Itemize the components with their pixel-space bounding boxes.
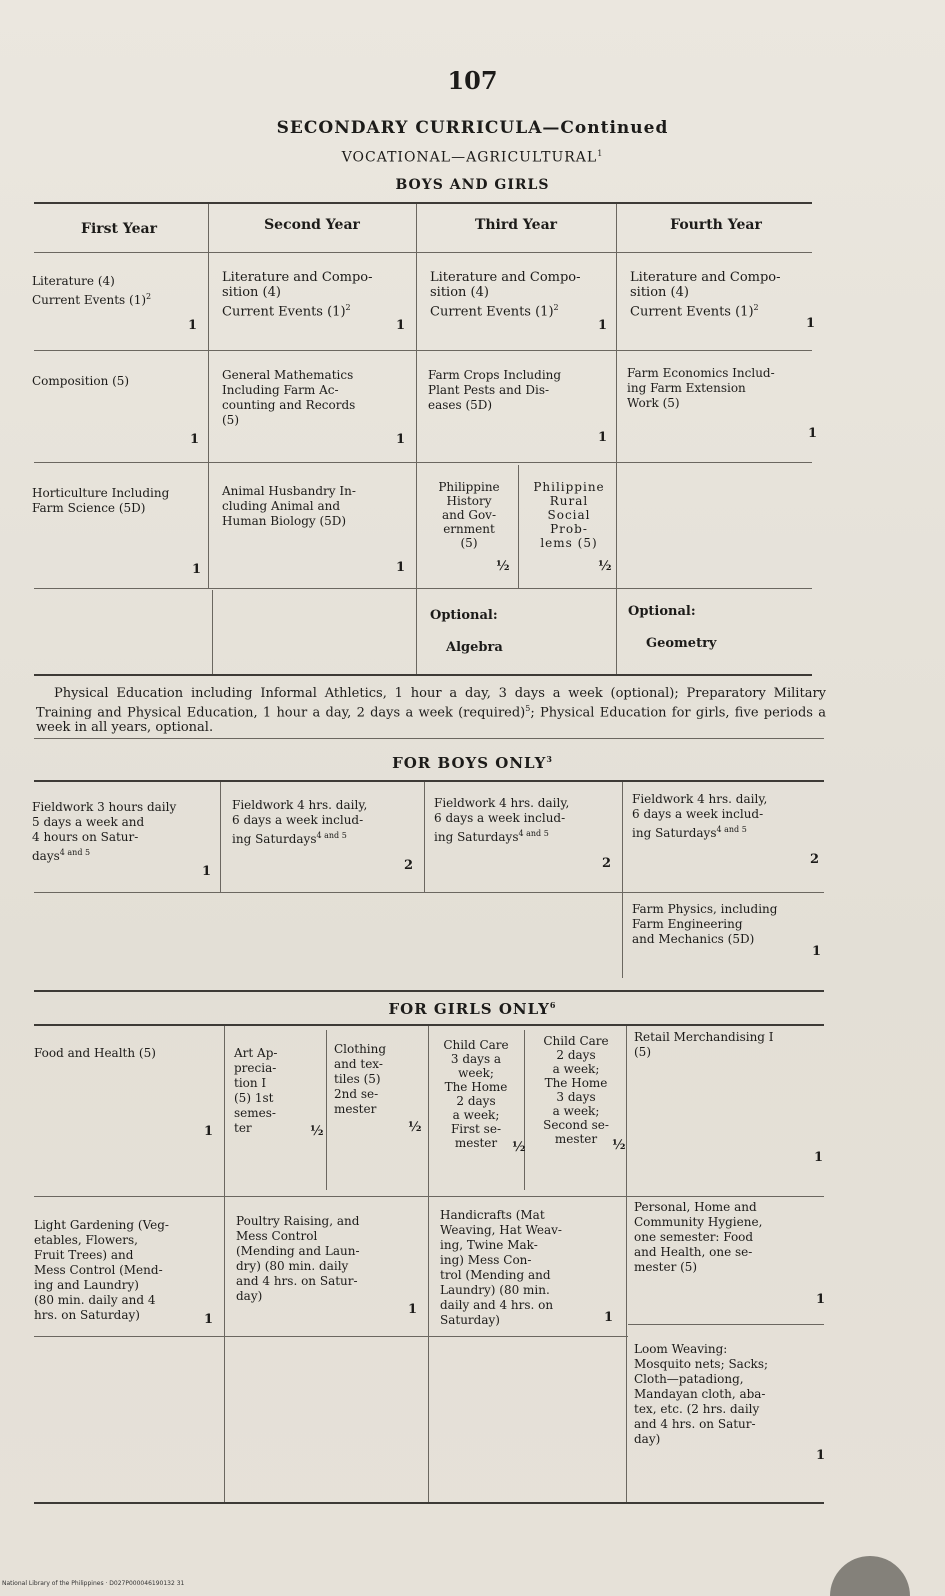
cell-text: Handicrafts (Mat Weaving, Hat Weav- ing, Twine Mak- ing) Mess Con- trol (Mending and Laundry) (80 min. daily and 4 hrs. on Saturday) <box>440 1208 562 1327</box>
girls-loom-weaving <box>634 1342 824 1447</box>
girls-art-appreciation <box>234 1046 324 1136</box>
cell-text: Literature (4) Current Events (1) <box>32 274 147 307</box>
subtitle-footnote-mark: 1 <box>597 149 604 158</box>
table-bottom-rule <box>34 674 812 676</box>
cell-text: Fieldwork 4 hrs. daily, 6 days a week includ- ing Saturdays <box>434 796 570 844</box>
girls-row2-rule-right <box>628 1324 824 1325</box>
girls-heading-text: FOR GIRLS ONLY <box>388 1000 550 1018</box>
girls-col-divider-1 <box>224 1026 225 1502</box>
footnote-marks: 4 and 5 <box>59 848 91 857</box>
row2-fourth-year <box>627 366 817 411</box>
footnote-mark: 2 <box>753 303 759 312</box>
cell-text: Light Gardening (Veg- etables, Flowers, Fruit Trees) and Mess Control (Mend- ing and Laundry) (80 min. daily and 4 hrs. on Saturday) <box>34 1218 169 1322</box>
footnote-marks: 4 and 5 <box>316 831 347 840</box>
girls-first-year <box>34 1046 220 1061</box>
row4-divider <box>212 590 213 674</box>
cell-text: Loom Weaving: Mosquito nets; Sacks; Cloth—patadiong, Mandayan cloth, aba- tex, etc. (2 hrs. daily and 4 hrs. on Satur- day) <box>634 1342 769 1446</box>
row2-fourth-year-units: 1 <box>808 426 818 441</box>
row2-third-year-units: 1 <box>598 430 608 445</box>
boys-heading <box>0 754 945 772</box>
girls-row1-rule <box>34 1196 824 1197</box>
girls-col-divider-3 <box>626 1026 627 1502</box>
row1-first-year-units: 1 <box>188 318 198 333</box>
col-divider-1 <box>208 204 209 589</box>
cell-text: Retail Merchandising I (5) <box>634 1030 774 1059</box>
col-divider-3 <box>616 204 617 674</box>
girls-art-units: ½ <box>310 1124 324 1139</box>
row3-first-year-units: 1 <box>192 562 202 577</box>
girls-child-care-first-units: ½ <box>512 1140 526 1155</box>
cell-text: Food and Health (5) <box>34 1046 156 1060</box>
row3-rural-units: ½ <box>598 559 612 574</box>
cell-text: Farm Crops Including Plant Pests and Dis- eases (5D) <box>428 368 562 412</box>
footnote-mark: 2 <box>146 292 152 301</box>
cell-text: Fieldwork 4 hrs. daily, 6 days a week includ- ing Saturdays <box>232 798 368 846</box>
cell-text: Child Care 3 days a week; The Home 2 days a week; First se- mester <box>443 1038 509 1150</box>
row3-rural-problems <box>522 480 616 550</box>
header-fourth-year: Fourth Year <box>670 217 762 233</box>
scan-footer: National Library of the Philippines · D027P000046190132 31 <box>2 1580 185 1587</box>
boys-third-year <box>434 796 620 845</box>
girls-personal-hygiene <box>634 1200 824 1275</box>
girls-loom-weaving-units: 1 <box>816 1448 826 1463</box>
boys-heading-text: FOR BOYS ONLY <box>392 754 547 772</box>
row1-second-year-units: 1 <box>396 318 406 333</box>
girls-light-gardening <box>34 1218 222 1323</box>
row1-fourth-year-units: 1 <box>806 316 816 331</box>
boys-farm-physics <box>632 902 822 947</box>
girls-split-3 <box>524 1030 525 1190</box>
girls-child-care-first <box>430 1038 522 1150</box>
girls-light-gardening-units: 1 <box>204 1312 214 1327</box>
row3-first-year <box>32 486 208 516</box>
boys-bottom-rule <box>34 990 824 992</box>
cell-text: Horticulture Including Farm Science (5D) <box>32 486 170 515</box>
cell-text: Fieldwork 4 hrs. daily, 6 days a week includ- ing Saturdays <box>632 792 768 840</box>
row2-third-year <box>428 368 614 413</box>
page-number: 107 <box>447 66 498 95</box>
boys-col-divider-1 <box>220 782 221 892</box>
header-third-year: Third Year <box>474 217 558 233</box>
cell-text: Child Care 2 days a week; The Home 3 days a week; Second se- mester <box>543 1034 609 1146</box>
boys-col-divider-3 <box>622 782 623 978</box>
row1-first-year <box>32 274 204 308</box>
row2-second-year-units: 1 <box>396 432 406 447</box>
row1-second-year <box>222 270 412 319</box>
row2-first-year <box>32 374 204 389</box>
group-heading: BOYS AND GIRLS <box>395 177 550 193</box>
pe-text-end: ; Physical Education for girls, five periods a week in all years, optional. <box>36 705 826 736</box>
cell-text: General Mathematics Including Farm Ac- counting and Records (5) <box>222 368 356 427</box>
cell-text: Animal Husbandry In- cluding Animal and Human Biology (5D) <box>222 484 356 528</box>
row3-second-year-units: 1 <box>396 560 406 575</box>
cell-text: Personal, Home and Community Hygiene, one semester: Food and Health, one se- mester (5) <box>634 1200 763 1274</box>
boys-second-year <box>232 798 422 847</box>
row1-third-year <box>430 270 614 319</box>
cell-text: Farm Physics, including Farm Engineering and Mechanics (5D) <box>632 902 778 946</box>
girls-hygiene-units: 1 <box>816 1292 826 1307</box>
boys-row-rule <box>34 892 824 893</box>
optional-geometry: Geometry <box>646 636 717 651</box>
cell-text: Philippine Rural Social Prob- lems (5) <box>533 480 605 550</box>
footnote-marks: 4 and 5 <box>518 829 549 838</box>
optional-label-fourth: Optional: <box>628 604 696 619</box>
girls-clothing-units: ½ <box>408 1120 422 1135</box>
boys-third-year-units: 2 <box>602 856 612 871</box>
girls-clothing-textiles <box>334 1042 424 1117</box>
cell-text: Art Ap- precia- tion I (5) 1st semes- ter <box>234 1046 278 1135</box>
girls-footnote-mark: 6 <box>549 1000 557 1010</box>
pe-text: Physical Education including Informal Athletics, 1 hour a day, 3 days a week (optional); Preparatory Military Training and Physical Education, 1 hour a day, 2 days a week (required) <box>36 686 826 721</box>
girls-top-rule <box>34 1024 824 1026</box>
cell-text: Clothing and tex- tiles (5) 2nd se- mester <box>334 1042 387 1116</box>
girls-retail-merchandising <box>634 1030 824 1060</box>
girls-split-2 <box>326 1030 327 1190</box>
footnote-mark: 2 <box>553 303 559 312</box>
pe-rule <box>34 738 824 739</box>
footnote-marks: 4 and 5 <box>716 825 747 834</box>
boys-col-divider-2 <box>424 782 425 892</box>
girls-handicrafts-units: 1 <box>604 1310 614 1325</box>
girls-retail-units: 1 <box>814 1150 824 1165</box>
cell-text: Literature and Compo- sition (4) Current Events (1) <box>222 270 373 320</box>
boys-first-year <box>32 800 218 864</box>
cell-text: Fieldwork 3 hours daily 5 days a week and 4 hours on Satur- days <box>32 800 177 863</box>
footnote-mark: 2 <box>345 303 351 312</box>
header-rule <box>34 252 812 253</box>
scan-shadow <box>830 1556 910 1596</box>
cell-text: Literature and Compo- sition (4) Current Events (1) <box>430 270 581 320</box>
boys-footnote-mark: 3 <box>546 754 553 764</box>
row3-rule <box>34 588 812 589</box>
physical-education-note <box>36 686 826 735</box>
boys-second-year-units: 2 <box>404 858 414 873</box>
subtitle-text: VOCATIONAL—AGRICULTURAL <box>341 149 598 166</box>
cell-text: Poultry Raising, and Mess Control (Mending and Laun- dry) (80 min. daily and 4 hrs. on Satur- day) <box>236 1214 360 1303</box>
cell-text: Philippine History and Gov- ernment (5) <box>438 480 500 550</box>
curriculum-subtitle <box>0 149 945 166</box>
col-divider-2 <box>416 204 417 674</box>
girls-child-care-second <box>528 1034 624 1146</box>
girls-poultry-units: 1 <box>408 1302 418 1317</box>
girls-row2-rule <box>34 1336 628 1337</box>
girls-heading <box>0 1000 945 1018</box>
pe-footnote-mark: 5 <box>525 704 531 713</box>
row3-philippine-history <box>422 480 516 550</box>
boys-fourth-year-units: 2 <box>810 852 820 867</box>
row3-split <box>518 465 519 588</box>
optional-algebra: Algebra <box>446 640 503 655</box>
girls-bottom-rule <box>34 1502 824 1504</box>
row3-history-units: ½ <box>496 559 510 574</box>
boys-top-rule <box>34 780 824 782</box>
girls-child-care-second-units: ½ <box>612 1138 626 1153</box>
boys-fourth-year <box>632 792 822 841</box>
row1-third-year-units: 1 <box>598 318 608 333</box>
cell-text: Farm Economics Includ- ing Farm Extension Work (5) <box>627 366 775 410</box>
row2-rule <box>34 462 812 463</box>
table-top-rule <box>34 202 812 204</box>
row3-second-year <box>222 484 414 529</box>
girls-poultry-raising <box>236 1214 426 1304</box>
row1-rule <box>34 350 812 351</box>
cell-text: Literature and Compo- sition (4) Current Events (1) <box>630 270 781 320</box>
boys-first-year-units: 1 <box>202 864 212 879</box>
header-second-year: Second Year <box>264 217 360 233</box>
girls-col-divider-2 <box>428 1026 429 1502</box>
row2-first-year-units: 1 <box>190 432 200 447</box>
girls-handicrafts <box>440 1208 620 1328</box>
document-title: SECONDARY CURRICULA—Continued <box>276 118 669 138</box>
girls-first-year-units: 1 <box>204 1124 214 1139</box>
cell-text: Composition (5) <box>32 374 130 388</box>
boys-farm-physics-units: 1 <box>812 944 822 959</box>
row2-second-year <box>222 368 414 428</box>
optional-label-third: Optional: <box>430 608 498 623</box>
header-first-year: First Year <box>81 221 157 237</box>
row1-fourth-year <box>630 270 816 319</box>
